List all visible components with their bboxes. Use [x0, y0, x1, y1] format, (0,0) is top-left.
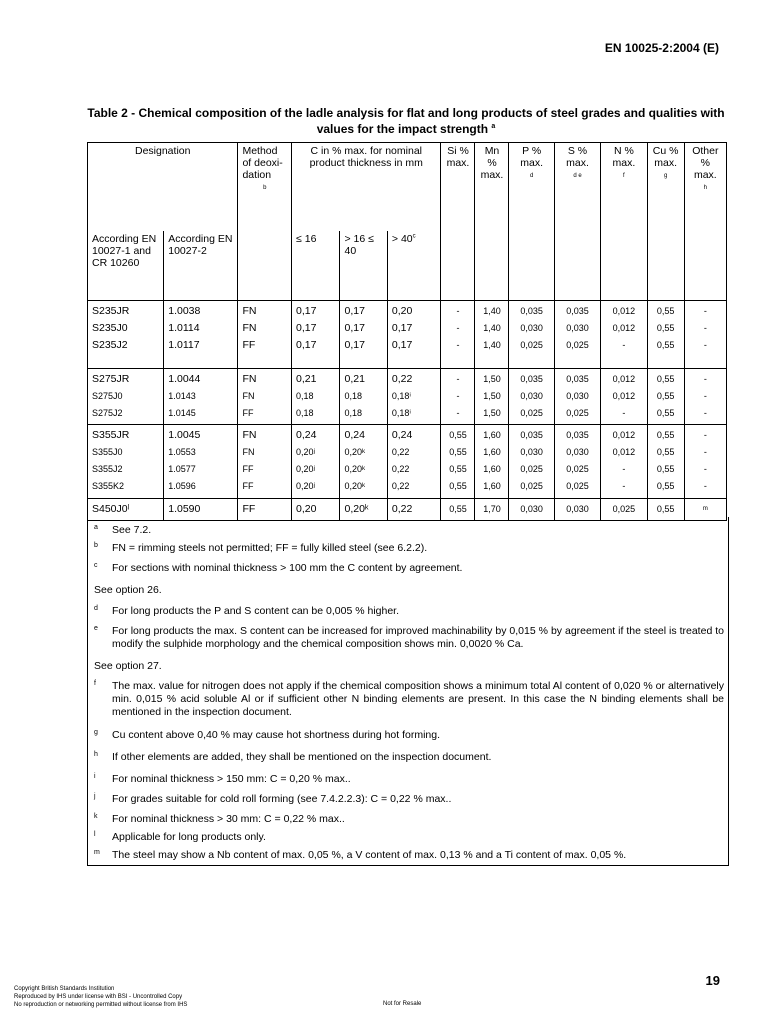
cell-value: 0,55 [449, 481, 467, 491]
footnote [88, 542, 724, 555]
footnote-text: See option 26. [94, 584, 162, 596]
cell-value: 1,40 [483, 323, 501, 333]
footnote-text: For nominal thickness > 150 mm: C = 0,20 % max.. [112, 773, 351, 785]
footnote-text: See 7.2. [112, 524, 152, 536]
cell-value: 0,030 [566, 323, 589, 333]
cell-value: 0,18ⁱ [391, 391, 412, 401]
mn-header: Mn % max. [475, 143, 509, 231]
cell-s [554, 301, 600, 369]
thickness-1-header: ≤ 16 [292, 231, 340, 301]
cell-c3 [387, 425, 441, 499]
cell-si [441, 425, 475, 499]
cell-value: 0,55 [449, 430, 467, 440]
cell-si [441, 301, 475, 369]
cell-value: FF [242, 408, 254, 418]
cell-value: 0,17 [344, 339, 365, 351]
footnote [88, 773, 724, 786]
cell-value: 0,025 [520, 408, 543, 418]
cell-value: 0,17 [391, 322, 413, 334]
cell-value: 0,20ᵏ [344, 464, 366, 474]
cell-value: 0,035 [520, 430, 543, 440]
footnote-text: FN = rimming steels not permitted; FF = fully killed steel (see 6.2.2). [112, 542, 428, 554]
cell-c3 [387, 369, 441, 425]
cell-value: 1.0045 [168, 429, 201, 441]
footnote [88, 751, 724, 764]
footnote [88, 680, 724, 719]
copyright-notice: Copyright British Standards Institution Reproduced by IHS under license with BSI - Uncontrolled Copy No reproduction or networking permitted without license from IHS [14, 986, 188, 1008]
footnote-mark: m [94, 849, 100, 856]
cell-numbers [164, 369, 238, 425]
caption-ref: a [491, 123, 496, 130]
cell-value: - [703, 481, 707, 491]
cell-p [509, 301, 554, 369]
footnote-text: For long products the max. S content can be increased for improved machinability by 0,015 % by agreement if the steel is treated to modify the sulphide morphology and the chemical composition shows min. 0,0020 % Ca. [112, 625, 724, 650]
chemical-composition-table [87, 142, 727, 521]
footnote [88, 813, 724, 826]
cell-value: 0,025 [566, 464, 589, 474]
cell-p [509, 425, 554, 499]
cell-value: 0,55 [656, 340, 675, 350]
en10027-2-header: According EN 10027-2 [164, 231, 238, 301]
cell-value: 0,55 [656, 447, 675, 457]
cell-value: 0,18 [344, 408, 363, 418]
n-header: N % max. f [601, 143, 647, 231]
cell-value: S235J2 [92, 339, 128, 351]
cell-value: - [622, 408, 626, 418]
cell-value: 0,17 [296, 339, 317, 351]
cell-value: 0,24 [391, 429, 413, 441]
footnote [88, 831, 724, 844]
cell-value: ᵐ [702, 504, 708, 514]
cell-value: 0,22 [391, 464, 410, 474]
cell-mn [475, 425, 509, 499]
cell-value: 0,025 [566, 340, 589, 350]
cell-value: 1.0038 [168, 305, 201, 317]
cell-value: 0,035 [520, 306, 543, 316]
cell-value: 1,60 [483, 430, 501, 440]
cell-names [88, 301, 164, 369]
cell-cu [647, 301, 684, 369]
cell-value: 1.0577 [168, 464, 196, 474]
footnote-mark: g [94, 729, 98, 736]
cell-c3 [387, 301, 441, 369]
cell-value: 0,21 [296, 373, 317, 385]
footnote-mark: c [94, 562, 98, 569]
cell-value: 0,55 [656, 408, 675, 418]
cell-value: 0,025 [612, 504, 636, 514]
cell-value: - [456, 391, 460, 401]
cell-value: 0,21 [344, 373, 365, 385]
cell-value: S235JR [92, 305, 130, 317]
cell-value: 0,17 [344, 322, 365, 334]
cell-value: 0,012 [612, 391, 636, 401]
cell-value: 0,20 [296, 503, 317, 515]
cell-value: - [703, 340, 707, 350]
cell-value: 0,025 [566, 481, 589, 491]
cell-value: 0,17 [296, 322, 317, 334]
footnote-mark: b [94, 542, 98, 549]
cell-value: 0,18 [296, 408, 314, 418]
footnote-text: For long products the P and S content can be 0,005 % higher. [112, 605, 400, 617]
cell-numbers [164, 301, 238, 369]
page-number: 19 [705, 973, 720, 988]
cell-value: - [703, 374, 707, 384]
cell-value: 0,22 [391, 447, 410, 457]
cell-value: 1,70 [483, 504, 501, 514]
cell-value: 0,20 [391, 305, 413, 317]
footnote-text: The steel may show a Nb content of max. 0,05 %, a V content of max. 0,13 % and a Ti content of max. 0,05 %. [112, 849, 627, 861]
cell-value: 0,55 [656, 391, 675, 401]
cell-value: 0,20ʲ [296, 447, 315, 457]
cell-value: 0,24 [344, 429, 365, 441]
cell-value: 0,025 [520, 481, 543, 491]
footnote [88, 524, 724, 537]
cell-value: 0,55 [656, 504, 675, 514]
footnote-text: For grades suitable for cold roll forming (see 7.4.2.2.3): C = 0,22 % max.. [112, 793, 452, 805]
footnote-mark: h [94, 751, 98, 758]
cell-names [88, 425, 164, 499]
cell-value: - [703, 430, 707, 440]
cell-value: 1,60 [483, 481, 501, 491]
thickness-2-header: > 16 ≤ 40 [340, 231, 387, 301]
cell-n [601, 369, 647, 425]
method-ref: b [263, 185, 267, 191]
cell-value: 0,17 [344, 305, 365, 317]
cell-value: 0,55 [449, 447, 467, 457]
cell-value: 0,20ʲ [296, 464, 315, 474]
cell-value: 1.0590 [168, 503, 201, 515]
footnote [88, 562, 724, 575]
cell-value: - [703, 464, 707, 474]
table-notes [87, 517, 729, 866]
cell-s [554, 425, 600, 499]
method-header: Method of deoxi- dation b [238, 143, 292, 231]
cell-value: 0,17 [391, 339, 413, 351]
footnote-mark: j [94, 793, 96, 800]
footnote [88, 605, 724, 618]
footnote [88, 793, 724, 806]
cell-value: - [622, 464, 626, 474]
cell-si [441, 369, 475, 425]
cell-value: 0,030 [520, 391, 543, 401]
footnote [88, 625, 724, 651]
cell-numbers [164, 425, 238, 499]
cell-value: 0,012 [612, 430, 636, 440]
cell-value: - [703, 447, 707, 457]
p-header: P % max. d [509, 143, 554, 231]
cell-c2 [340, 301, 387, 369]
footnote-text: The max. value for nitrogen does not apply if the chemical composition shows a minimum total Al content of 0,020 % or alternatively min. 0,015 % acid soluble Al or if sufficient other N binding elements are present. In this case the N binding elements shall be mentioned in the inspection document. [112, 680, 724, 718]
cell-value: 0,030 [520, 323, 543, 333]
cell-value: FN [242, 305, 257, 317]
cell-cu [647, 369, 684, 425]
cell-value: - [703, 306, 707, 316]
cell-value: 1,60 [483, 464, 501, 474]
cell-n [601, 425, 647, 499]
footnote-mark: e [94, 625, 98, 632]
resale-notice: Not for Resale [383, 1001, 422, 1007]
cell-value: 0,20ᵏ [344, 481, 366, 491]
cu-header: Cu % max. g [647, 143, 684, 231]
cell-value: 1,40 [483, 340, 501, 350]
cell-value: FF [242, 339, 256, 351]
footnote-text: Applicable for long products only. [112, 831, 266, 843]
cell-value: 0,012 [612, 374, 636, 384]
cell-value: 0,035 [566, 306, 589, 316]
cell-value: 1,40 [483, 306, 501, 316]
cell-value: 0,030 [520, 447, 543, 457]
cell-value: 0,025 [520, 340, 543, 350]
c-content-header: C in % max. for nominal product thickness in mm [292, 143, 441, 231]
cell-value: 0,55 [656, 464, 675, 474]
footnote-mark: f [94, 680, 96, 687]
cell-value: S275J2 [92, 408, 123, 418]
cell-value: 0,18 [344, 391, 363, 401]
steel-group-row [88, 425, 727, 499]
footnote-text: For sections with nominal thickness > 100 mm the C content by agreement. [112, 562, 463, 574]
cell-other [684, 301, 726, 369]
cell-value: FF [242, 503, 256, 515]
cell-value: - [703, 391, 707, 401]
cell-value: 0,035 [566, 430, 589, 440]
cell-value: 1.0553 [168, 447, 196, 457]
cell-value: 0,035 [566, 374, 589, 384]
table-caption [86, 106, 726, 136]
cell-value: 0,025 [566, 408, 589, 418]
cell-value: S235J0 [92, 322, 128, 334]
document-id: EN 10025-2:2004 (E) [604, 41, 719, 55]
cell-value: - [456, 306, 460, 316]
cell-value: 0,030 [566, 447, 589, 457]
footnote-text: If other elements are added, they shall be mentioned on the inspection document. [112, 751, 492, 763]
cell-value: 0,55 [449, 504, 467, 514]
en10027-1-header: According EN 10027-1 and CR 10260 [88, 231, 164, 301]
cell-value: 0,18 [296, 391, 314, 401]
cell-value: - [622, 481, 626, 491]
cell-value: 0,24 [296, 429, 317, 441]
footnote-text: Cu content above 0,40 % may cause hot shortness during hot forming. [112, 729, 441, 741]
steel-group-row [88, 369, 727, 425]
cell-value: 0,030 [566, 504, 589, 514]
cell-value: 0,030 [566, 391, 589, 401]
cell-value: 1,50 [483, 374, 501, 384]
cell-value: 1.0044 [168, 373, 201, 385]
cell-value: 0,012 [612, 447, 636, 457]
cell-c1 [292, 369, 340, 425]
cell-value: 0,55 [656, 374, 675, 384]
footnote [88, 584, 724, 597]
cell-value: - [703, 408, 707, 418]
cell-value: S275JR [92, 373, 130, 385]
footnote-mark: l [94, 831, 96, 838]
cell-value: 1,50 [483, 408, 501, 418]
cell-value: 1,50 [483, 391, 501, 401]
cell-value: S450J0ˡ [92, 503, 130, 515]
footnote-mark: i [94, 773, 96, 780]
cell-value: 0,55 [656, 481, 675, 491]
cell-value: FN [242, 391, 255, 401]
cell-method [238, 369, 292, 425]
cell-method [238, 425, 292, 499]
cell-value: 0,012 [612, 323, 636, 333]
footnote [88, 729, 724, 742]
cell-value: 0,20ᵏ [344, 447, 366, 457]
cell-n [601, 301, 647, 369]
cell-cu [647, 425, 684, 499]
cell-value: 0,22 [391, 503, 413, 515]
designation-header: Designation [88, 143, 238, 231]
footnote [88, 660, 724, 673]
other-header: Other % max. h [684, 143, 726, 231]
cell-value: 0,17 [296, 305, 317, 317]
cell-s [554, 369, 600, 425]
cell-value: 0,55 [656, 430, 675, 440]
cell-value: FF [242, 464, 254, 474]
cell-value: 0,55 [656, 323, 675, 333]
cell-method [238, 301, 292, 369]
cell-other [684, 425, 726, 499]
cell-c1 [292, 425, 340, 499]
steel-group-row [88, 301, 727, 369]
s-header: S % max. d e [554, 143, 600, 231]
footnote-mark: a [94, 524, 98, 531]
cell-value: FN [242, 429, 257, 441]
footnote-mark: k [94, 813, 98, 820]
cell-value: 1.0117 [168, 339, 200, 351]
cell-value: FN [242, 373, 257, 385]
cell-value: - [456, 374, 460, 384]
cell-value: 0,22 [391, 373, 413, 385]
cell-c1 [292, 301, 340, 369]
footnote-text: See option 27. [94, 660, 162, 672]
cell-value: 0,025 [520, 464, 543, 474]
cell-value: - [456, 323, 460, 333]
cell-value: S355K2 [92, 481, 125, 491]
cell-value: 0,18ⁱ [391, 408, 412, 418]
cell-value: 1.0596 [168, 481, 196, 491]
cell-value: 1.0145 [168, 408, 196, 418]
cell-value: 1.0114 [168, 322, 200, 334]
si-header: Si % max. [441, 143, 475, 231]
cell-c2 [340, 369, 387, 425]
cell-value: 0,20ʲ [296, 481, 315, 491]
cell-value: - [456, 340, 460, 350]
footnote-mark: d [94, 605, 98, 612]
footnote [88, 849, 724, 862]
cell-mn [475, 369, 509, 425]
cell-value: - [456, 408, 460, 418]
cell-value: 1,60 [483, 447, 501, 457]
cell-value: S355J0 [92, 447, 123, 457]
cell-value: S275J0 [92, 391, 123, 401]
footnote-text: For nominal thickness > 30 mm: C = 0,22 % max.. [112, 813, 345, 825]
cell-value: FN [242, 322, 257, 334]
cell-mn [475, 301, 509, 369]
cell-value: FF [242, 481, 254, 491]
cell-value: S355J2 [92, 464, 123, 474]
thickness-3-header: > $40^c$ [387, 231, 441, 301]
cell-c2 [340, 425, 387, 499]
cell-value: 0,035 [520, 374, 543, 384]
cell-value: - [622, 340, 626, 350]
cell-value: 0,012 [612, 306, 636, 316]
cell-value: 0,55 [656, 306, 675, 316]
cell-p [509, 369, 554, 425]
cell-value: FN [242, 447, 255, 457]
cell-value: 1.0143 [168, 391, 196, 401]
cell-value: 0,55 [449, 464, 467, 474]
cell-value: 0,20ᵏ [344, 503, 369, 515]
cell-names [88, 369, 164, 425]
cell-other [684, 369, 726, 425]
caption-text: Table 2 - Chemical composition of the ladle analysis for flat and long products of steel grades and qualities with values for the impact strength [87, 106, 725, 136]
cell-value: - [703, 323, 707, 333]
cell-value: 0,030 [520, 504, 543, 514]
cell-value: 0,22 [391, 481, 410, 491]
cell-value: S355JR [92, 429, 130, 441]
